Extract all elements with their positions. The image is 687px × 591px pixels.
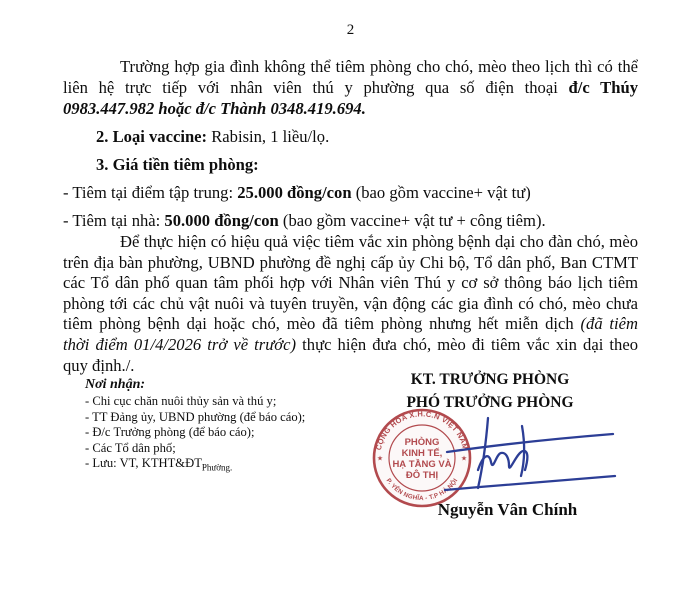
closing-paragraph [63,232,638,376]
intro-line-2 [63,77,638,98]
price-line-home [63,210,638,231]
seal-center-line-4: ĐÔ THỊ [405,470,439,481]
recipients-block [85,376,355,476]
vaccine-item-value: Rabisin, 1 liều/lọ. [207,127,330,146]
intro-line-3 [63,98,638,119]
signer-name: Nguyễn Vân Chính [437,500,578,519]
signer-role: PHÓ TRƯỞNG PHÒNG [406,393,574,411]
signer-title: KT. TRƯỞNG PHÒNG [410,371,570,388]
vaccine-item [63,126,671,147]
price2-pre: - Tiêm tại nhà: [63,211,165,230]
contact-phones: 0983.447.982 hoặc đ/c Thành 0348.419.694. [63,99,366,118]
price-heading [63,154,671,175]
seal-center-line-2: KINH TẾ, [401,448,443,459]
recipient-item: - Các Tổ dân phố; [85,440,176,455]
recipients-heading: Nơi nhận: [85,377,146,392]
recipient-item: - Đ/c Trưởng phòng (để báo cáo); [85,425,255,440]
closing-line-7: quy định./. [63,355,135,375]
immunity-note-end: thời điểm 01/4/2026 trở về trước) [63,334,297,354]
price1-pre: - Tiêm tại điểm tập trung: [63,183,238,202]
intro-line-1: Trường hợp gia đình không thể tiêm phòng cho chó, mèo theo lịch thì có thể [120,57,638,76]
archive-sub: Phường. [201,462,233,473]
seal-center-line-1: PHÒNG [404,437,440,448]
closing-line-1: Để thực hiện có hiệu quả việc tiêm vắc xin phòng bệnh dại cho đàn chó, mèo [120,232,638,251]
handwritten-signature-icon [433,408,623,503]
seal-center-line-3: HẠ TẦNG VÀ [392,459,452,470]
price-heading-text: 3. Giá tiền tiêm phòng: [96,155,259,174]
page-number: 2 [346,22,355,38]
seal-bottom-text: P. YÊN NGHĨA - T.P HÀ NỘI [384,477,460,503]
intro-paragraph [63,56,638,119]
archive-main: - Lưu: VT, KTHT&ĐT [85,456,202,471]
closing-line-5 [63,314,638,335]
recipient-item: - Chi cục chăn nuôi thủy sản và thú y; [85,394,277,408]
price1-post: (bao gồm vaccine+ vật tư) [351,183,531,202]
seal-top-text: CỘNG HÒA X.H.C.N VIỆT NAM [373,409,471,452]
vaccine-item-label: 2. Loại vaccine: [96,127,208,146]
intro-line-2-text: liên hệ trực tiếp với nhân viên thú y phường qua số điện thoại [63,78,569,97]
contact-name-thuy: đ/c Thúy [568,78,639,97]
price-line-center [63,182,638,203]
closing-line-3: các Tổ dân phố quan tâm phối hợp với Nhân viên Thú y cơ sở thông báo lịch tiêm [63,273,638,293]
closing-line-4: phòng tới các chủ vật nuôi và tuyên truyền, vận động các gia đình có chó, mèo chưa [63,293,638,313]
price1-amount: 25.000 đồng/con [237,183,352,202]
price2-post: (bao gồm vaccine+ vật tư + công tiêm). [278,211,546,230]
closing-line-2: trên địa bàn phường, UBND phường đề nghị cấp ủy Chi bộ, Tổ dân phố, Ban CTMT [63,252,638,272]
closing-line-5-text: tiêm phòng bệnh dại hoặc chó, mèo đã tiêm phòng nhưng hết miễn dịch [63,314,581,334]
price2-amount: 50.000 đồng/con [164,211,279,230]
closing-line-6 [63,335,638,356]
seal-star-left-icon: ★ [376,455,384,463]
archive-item [85,456,355,476]
closing-line-6-text: thực hiện đưa chó, mèo đi tiêm vắc xin dại theo [296,334,638,354]
seal-star-right-icon: ★ [460,455,468,463]
recipient-item: - TT Đảng ủy, UBND phường (để báo cáo); [85,409,306,424]
immunity-note-start: (đã tiêm [580,314,638,334]
